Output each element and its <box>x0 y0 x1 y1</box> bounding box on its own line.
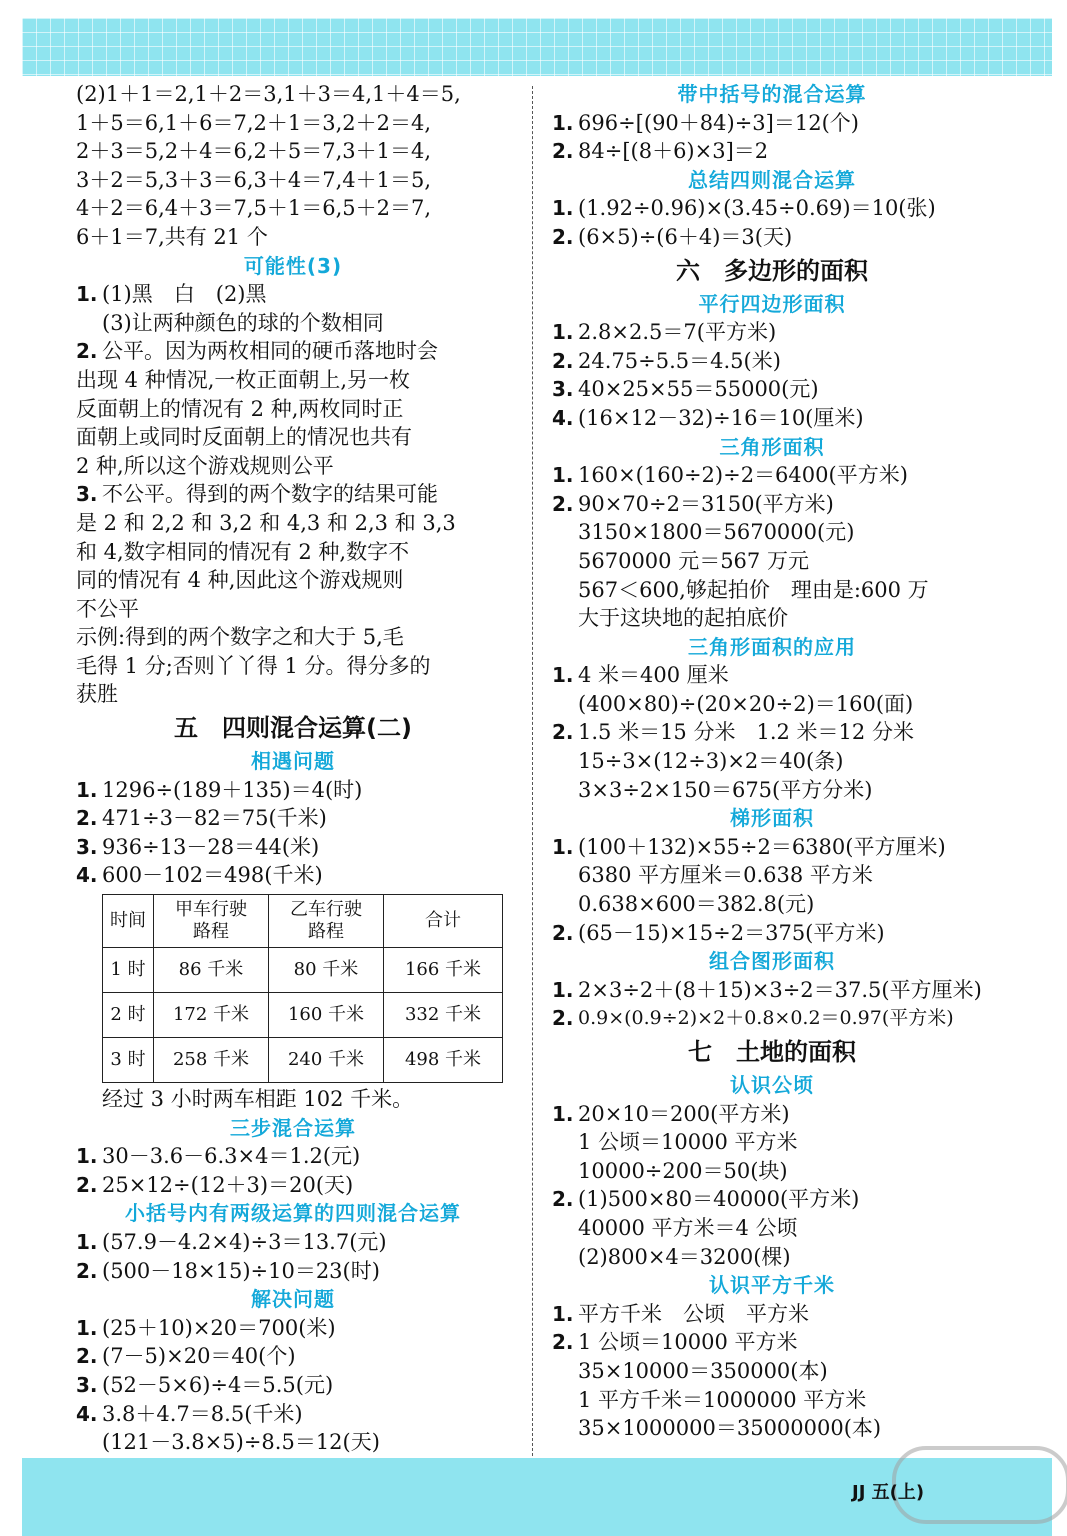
answer-item <box>76 337 510 366</box>
left-column <box>76 80 510 1457</box>
answer-item <box>552 718 992 747</box>
text-line: 3150×1800＝5670000(元) <box>578 520 855 545</box>
item-number: 2. <box>76 339 98 364</box>
item-number: 2. <box>552 1187 574 1212</box>
answer-item <box>76 776 510 805</box>
answer-text: 不公平。得到的两个数字的结果可能 <box>102 482 438 507</box>
item-number: 2. <box>76 806 98 831</box>
answer-item <box>552 1004 992 1033</box>
answer-text: (25＋10)×20＝700(米) <box>102 1315 336 1340</box>
text-line: 大于这块地的起拍底价 <box>578 606 788 631</box>
answer-item <box>552 919 992 948</box>
answer-item <box>552 1328 992 1357</box>
text-line: 15÷3×(12÷3)×2＝40(条) <box>578 749 844 774</box>
header-cell: 乙车行驶 路程 <box>269 895 384 948</box>
text-line: 是 2 和 2,2 和 3,2 和 4,3 和 2,3 和 3,3 <box>76 510 456 535</box>
answer-item <box>552 223 992 252</box>
chapter-title: 七 土地的面积 <box>688 1038 856 1066</box>
text-line: 3×3÷2×150＝675(平方分米) <box>578 777 873 802</box>
table-row <box>103 948 503 993</box>
answer-item <box>552 833 992 862</box>
answer-text: 1296÷(189＋135)＝4(时) <box>102 777 363 802</box>
answer-text: (16×12－32)÷16＝10(厘米) <box>578 405 864 430</box>
answer-text: 20×10＝200(平方米) <box>578 1101 790 1126</box>
item-number: 1. <box>76 1230 98 1254</box>
answer-text: 40×25×55＝55000(元) <box>578 377 819 402</box>
answer-item <box>76 280 510 309</box>
text-line: 3＋2＝5,3＋3＝6,3＋4＝7,4＋1＝5, <box>76 167 432 192</box>
text-line: 2＋3＝5,2＋4＝6,2＋5＝7,3＋1＝4, <box>76 139 432 164</box>
item-number: 2. <box>552 1006 574 1031</box>
chapter-title: 六 多边形的面积 <box>676 256 868 285</box>
answer-item <box>76 1171 510 1200</box>
answer-item <box>76 1371 510 1400</box>
text-line: 6＋1＝7,共有 21 个 <box>76 224 268 249</box>
top-decorative-band <box>22 18 1052 76</box>
answer-item <box>76 833 510 862</box>
table-row <box>103 1038 503 1083</box>
item-number: 3. <box>552 377 574 402</box>
text-line: (400×80)÷(20×20÷2)＝160(面) <box>578 691 914 716</box>
item-number: 2. <box>76 1344 98 1369</box>
item-number: 1. <box>552 1301 574 1326</box>
answer-text: (500－18×15)÷10＝23(时) <box>102 1258 380 1283</box>
section-heading: 组合图形面积 <box>709 949 835 974</box>
answer-text: 936÷13－28＝44(米) <box>102 834 320 859</box>
answer-text: (52－5×6)÷4＝5.5(元) <box>102 1372 334 1397</box>
answer-item <box>76 1142 510 1171</box>
header-cell: 甲车行驶 路程 <box>154 895 269 948</box>
item-number: 1. <box>552 834 574 859</box>
answer-item <box>552 976 992 1005</box>
table-cell: 166 千米 <box>384 948 503 993</box>
table-cell: 240 千米 <box>269 1038 384 1083</box>
text-line: 10000÷200＝50(块) <box>578 1158 788 1183</box>
answer-text: 84÷[(8＋6)×3]＝2 <box>578 139 769 164</box>
answer-text: (57.9－4.2×4)÷3＝13.7(元) <box>102 1230 387 1254</box>
item-number: 2. <box>552 491 574 516</box>
item-number: 2. <box>552 224 574 249</box>
answer-text: 1 公顷＝10000 平方米 <box>578 1330 798 1355</box>
answer-text: (65－15)×15÷2＝375(平方米) <box>578 920 885 945</box>
section-heading: 梯形面积 <box>730 806 814 831</box>
answer-text: 30－3.6－6.3×4＝1.2(元) <box>102 1144 361 1169</box>
table-cell: 1 时 <box>103 948 154 993</box>
item-number: 1. <box>552 320 574 345</box>
text-line: 和 4,数字相同的情况有 2 种,数字不 <box>76 539 410 564</box>
item-number: 1. <box>76 1315 98 1340</box>
answer-item <box>552 1185 992 1214</box>
text-line: 4＋2＝6,4＋3＝7,5＋1＝6,5＋2＝7, <box>76 196 432 221</box>
answer-item <box>76 480 510 509</box>
answer-text: 平方千米 公顷 平方米 <box>578 1301 809 1326</box>
text-line: 面朝上或同时反面朝上的情况也共有 <box>76 425 412 450</box>
text-line: 40000 平方米＝4 公顷 <box>578 1215 798 1240</box>
table-cell: 172 千米 <box>154 993 269 1038</box>
table-cell: 258 千米 <box>154 1038 269 1083</box>
section-heading: 认识平方千米 <box>709 1273 835 1298</box>
item-number: 2. <box>76 1172 98 1197</box>
text-line: 获胜 <box>76 682 118 707</box>
answer-item <box>552 137 992 166</box>
text-line: 不公平 <box>76 596 139 621</box>
answer-text: 公平。因为两枚相同的硬币落地时会 <box>102 339 438 364</box>
answer-text: 4 米＝400 厘米 <box>578 663 729 688</box>
answer-text: (1)黑 白 (2)黑 <box>102 282 267 307</box>
answer-item <box>552 1100 992 1129</box>
text-line: 5670000 元＝567 万元 <box>578 548 809 573</box>
table-cell: 3 时 <box>103 1038 154 1083</box>
answer-item <box>552 347 992 376</box>
table-cell: 332 千米 <box>384 993 503 1038</box>
item-number: 2. <box>552 139 574 164</box>
text-line: 反面朝上的情况有 2 种,两枚同时正 <box>76 396 404 421</box>
answer-item <box>552 661 992 690</box>
answer-item <box>76 1257 510 1286</box>
addition-pairs-block <box>76 80 510 252</box>
answer-text: 160×(160÷2)÷2＝6400(平方米) <box>578 463 908 488</box>
table-cell: 2 时 <box>103 993 154 1038</box>
text-line: (2)800×4＝3200(棵) <box>578 1244 791 1269</box>
section-heading: 解决问题 <box>251 1287 335 1312</box>
answer-item <box>552 461 992 490</box>
item-number: 2. <box>552 720 574 745</box>
answer-item <box>552 194 992 223</box>
table-header-row <box>103 895 503 948</box>
item-number: 1. <box>76 777 98 802</box>
answer-item <box>552 404 992 433</box>
item-number: 4. <box>76 863 98 888</box>
answer-text: 90×70÷2＝3150(平方米) <box>578 491 834 516</box>
answer-item <box>552 375 992 404</box>
section-heading: 可能性(3) <box>243 253 343 278</box>
item-number: 1. <box>552 663 574 688</box>
item-number: 4. <box>76 1401 98 1426</box>
text-line: (3)让两种颜色的球的个数相同 <box>102 310 384 335</box>
answer-text: (7－5)×20＝40(个) <box>102 1344 296 1369</box>
text-line: 35×1000000＝35000000(本) <box>578 1416 882 1441</box>
text-line: 1 公顷＝10000 平方米 <box>578 1130 798 1155</box>
item-number: 3. <box>76 834 98 859</box>
answer-item <box>552 1300 992 1329</box>
item-number: 2. <box>552 1330 574 1355</box>
answer-text: 3.8＋4.7＝8.5(千米) <box>102 1401 303 1426</box>
section-heading: 带中括号的混合运算 <box>677 82 867 106</box>
item-number: 1. <box>76 282 98 307</box>
text-line: (121－3.8×5)÷8.5＝12(天) <box>102 1430 380 1455</box>
section-heading: 平行四边形面积 <box>698 291 846 316</box>
item-number: 3. <box>76 1372 98 1397</box>
answer-text: (1.92÷0.96)×(3.45÷0.69)＝10(张) <box>578 196 936 221</box>
item-number: 1. <box>76 1144 98 1169</box>
text-line: 示例:得到的两个数字之和大于 5,毛 <box>76 625 404 650</box>
answer-text: 25×12÷(12＋3)＝20(天) <box>102 1172 354 1197</box>
answer-text: (100＋132)×55÷2＝6380(平方厘米) <box>578 834 946 859</box>
answer-item <box>76 1228 510 1257</box>
answer-item <box>552 318 992 347</box>
header-cell: 合计 <box>384 895 503 948</box>
section-heading: 三角形面积的应用 <box>688 634 856 659</box>
item-number: 1. <box>552 110 574 135</box>
text-line: 35×10000＝350000(本) <box>578 1358 828 1383</box>
chapter-title: 五 四则混合运算(二) <box>174 714 412 743</box>
text-line: (2)1＋1＝2,1＋2＝3,1＋3＝4,1＋4＝5, <box>76 82 461 106</box>
table-cell: 498 千米 <box>384 1038 503 1083</box>
grade-tag: JJ 五(上) <box>852 1482 925 1503</box>
answer-item <box>76 1400 510 1429</box>
answer-text: 696÷[(90＋84)÷3]＝12(个) <box>578 110 859 135</box>
section-heading: 认识公顷 <box>730 1073 814 1097</box>
table-cell: 160 千米 <box>269 993 384 1038</box>
answer-text: 0.9×(0.9÷2)×2＋0.8×0.2＝0.97(平方米) <box>578 1007 954 1030</box>
section-heading: 三角形面积 <box>719 434 825 459</box>
answer-item <box>76 804 510 833</box>
answer-text: 2×3÷2＋(8＋15)×3÷2＝37.5(平方厘米) <box>578 977 982 1002</box>
item-number: 1. <box>552 977 574 1002</box>
text-line: 6380 平方厘米＝0.638 平方米 <box>578 863 873 888</box>
answer-text: 24.75÷5.5＝4.5(米) <box>578 348 781 373</box>
section-heading: 总结四则混合运算 <box>688 167 856 192</box>
item-number: 4. <box>552 405 574 430</box>
text-line: 经过 3 小时两车相距 102 千米。 <box>102 1087 414 1112</box>
item-number: 2. <box>552 920 574 945</box>
answer-item <box>552 109 992 138</box>
text-line: 1＋5＝6,1＋6＝7,2＋1＝3,2＋2＝4, <box>76 110 432 135</box>
answer-item <box>76 861 510 890</box>
item-number: 2. <box>76 1258 98 1283</box>
answer-text: 2.8×2.5＝7(平方米) <box>578 320 777 345</box>
text-line: 出现 4 种情况,一枚正面朝上,另一枚 <box>76 367 411 392</box>
answer-item <box>552 490 992 519</box>
item-number: 1. <box>552 196 574 221</box>
text-line: 2 种,所以这个游戏规则公平 <box>76 453 334 478</box>
item-number: 2. <box>552 348 574 373</box>
header-cell: 时间 <box>103 895 154 948</box>
table-row <box>103 993 503 1038</box>
item-number: 3. <box>76 482 98 507</box>
section-heading: 相遇问题 <box>251 749 335 774</box>
text-line: 同的情况有 4 种,因此这个游戏规则 <box>76 568 404 593</box>
section-heading: 三步混合运算 <box>230 1115 356 1140</box>
answer-text: (6×5)÷(6＋4)＝3(天) <box>578 224 793 249</box>
column-divider <box>532 86 533 1456</box>
text-line: 567＜600,够起拍价 理由是:600 万 <box>578 577 929 602</box>
section-heading: 小括号内有两级运算的四则混合运算 <box>125 1201 461 1226</box>
table-cell: 86 千米 <box>154 948 269 993</box>
text-line: 1 平方千米＝1000000 平方米 <box>578 1387 867 1412</box>
item-number: 1. <box>552 463 574 488</box>
right-column <box>552 80 992 1443</box>
answer-text: 600－102＝498(千米) <box>102 863 323 888</box>
answer-item <box>76 1314 510 1343</box>
answer-text: 1.5 米＝15 分米 1.2 米＝12 分米 <box>578 720 914 745</box>
answer-item <box>76 1342 510 1371</box>
text-line: 0.638×600＝382.8(元) <box>578 892 815 917</box>
answer-text: (1)500×80＝40000(平方米) <box>578 1187 860 1212</box>
table-cell: 80 千米 <box>269 948 384 993</box>
distance-table <box>102 894 503 1083</box>
text-line: 毛得 1 分;否则丫丫得 1 分。得分多的 <box>76 653 431 678</box>
answer-text: 471÷3－82＝75(千米) <box>102 806 327 831</box>
item-number: 1. <box>552 1101 574 1126</box>
